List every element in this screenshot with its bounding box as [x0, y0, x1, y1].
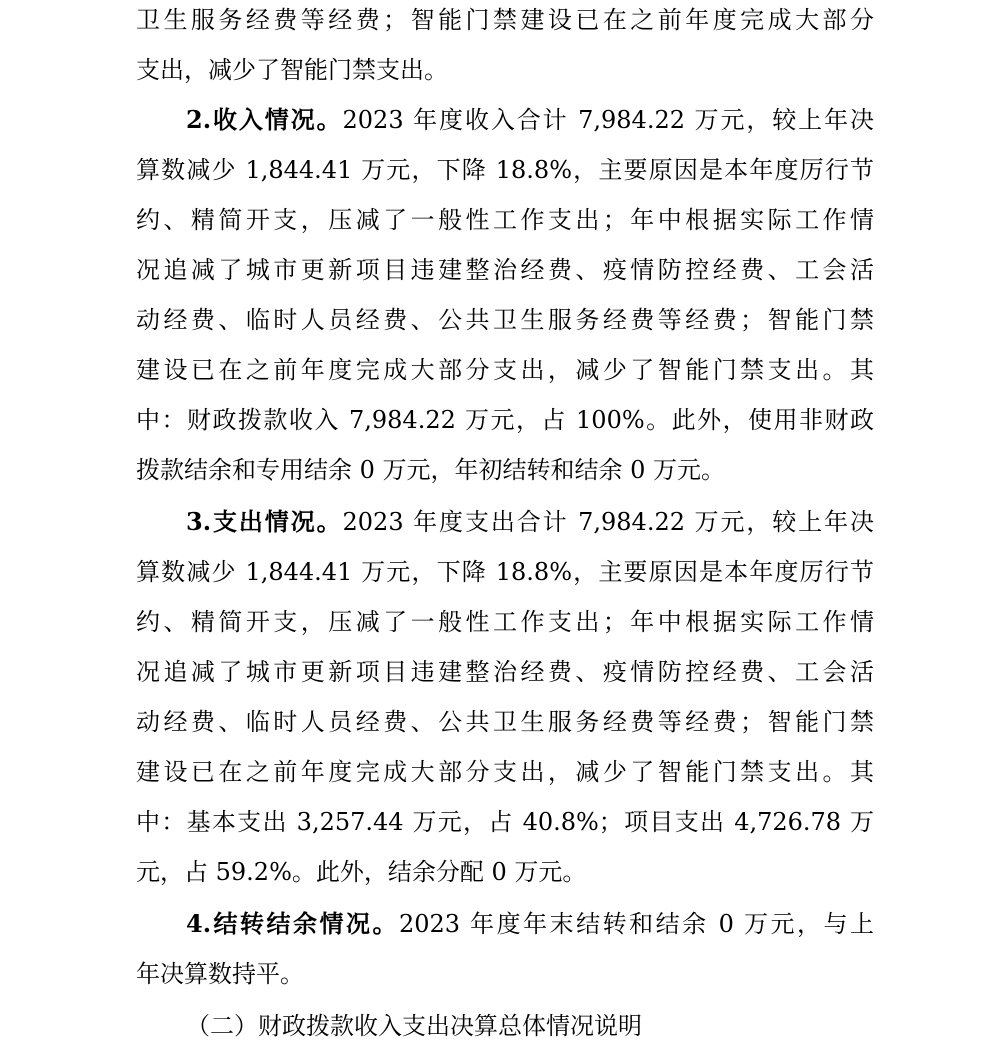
paragraph-line: 算数减少 1,844.41 万元，下降 18.8%，主要原因是本年度厉行节 [136, 558, 874, 586]
paragraph-line: 中：财政拨款收入 7,984.22 万元，占 100%。此外，使用非财政 [136, 406, 874, 434]
paragraph-line: 约、精简开支，压减了一般性工作支出；年中根据实际工作情 [136, 206, 874, 234]
section-text: 2023 年度年末结转和结余 0 万元，与上 [398, 910, 874, 938]
paragraph-line: 约、精简开支，压减了一般性工作支出；年中根据实际工作情 [136, 608, 874, 636]
section-heading: 3.支出情况。 [186, 507, 343, 536]
paragraph-line: 算数减少 1,844.41 万元，下降 18.8%，主要原因是本年度厉行节 [136, 156, 874, 184]
paragraph-line: 动经费、临时人员经费、公共卫生服务经费等经费；智能门禁 [136, 306, 874, 334]
section-text: 2023 年度支出合计 7,984.22 万元，较上年决 [342, 508, 874, 536]
section-heading: 4.结转结余情况。 [186, 909, 399, 938]
section-text: 2023 年度收入合计 7,984.22 万元，较上年决 [342, 106, 874, 134]
section-heading: 2.收入情况。 [186, 105, 343, 134]
section-subheading: （二）财政拨款收入支出决算总体情况说明 [186, 1012, 642, 1040]
paragraph-line: 年决算数持平。 [136, 960, 304, 988]
paragraph-line: 元，占 59.2%。此外，结余分配 0 万元。 [136, 858, 587, 886]
section-income-first-line [186, 95, 874, 145]
paragraph-line: 况追减了城市更新项目违建整治经费、疫情防控经费、工会活 [136, 658, 874, 686]
paragraph-line: 况追减了城市更新项目违建整治经费、疫情防控经费、工会活 [136, 256, 874, 284]
paragraph-line: 拨款结余和专用结余 0 万元，年初结转和结余 0 万元。 [136, 456, 726, 484]
paragraph-line: 动经费、临时人员经费、公共卫生服务经费等经费；智能门禁 [136, 708, 874, 736]
section-expenditure-first-line [186, 497, 874, 547]
paragraph-line: 支出，减少了智能门禁支出。 [136, 56, 448, 84]
paragraph-line: 中：基本支出 3,257.44 万元，占 40.8%；项目支出 4,726.78 万 [136, 808, 874, 836]
paragraph-line: 建设已在之前年度完成大部分支出，减少了智能门禁支出。其 [136, 356, 874, 384]
section-carryover-first-line [186, 899, 874, 949]
paragraph-line: 卫生服务经费等经费；智能门禁建设已在之前年度完成大部分 [136, 6, 874, 34]
paragraph-line: 建设已在之前年度完成大部分支出，减少了智能门禁支出。其 [136, 758, 874, 786]
